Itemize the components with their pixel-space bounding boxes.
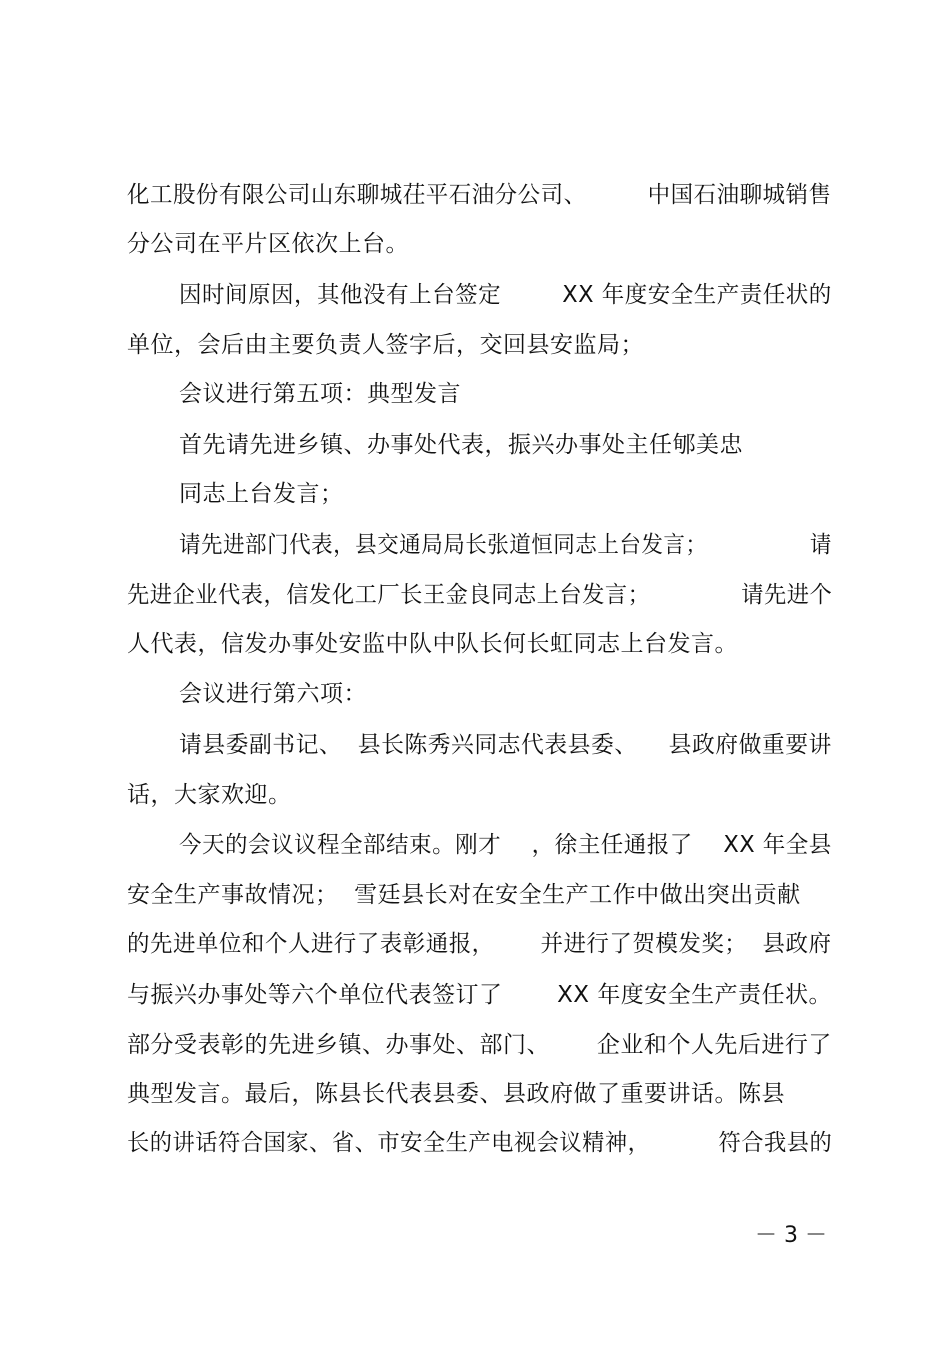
- text-line: 今天的会议议程全部结束。刚才 ，徐主任通报了 XX 年全县: [179, 832, 832, 858]
- text-line: 安全生产事故情况； 雪廷县长对在安全生产工作中做出突出贡献: [127, 882, 801, 908]
- text-line: 会议进行第六项：: [179, 681, 367, 707]
- text-line: 先进企业代表，信发化工厂长王金良同志上台发言； 请先进个: [127, 582, 833, 608]
- text-line: 部分受表彰的先进乡镇、办事处、部门、 企业和个人先后进行了: [127, 1032, 832, 1058]
- text-line: 人代表，信发办事处安监中队中队长何长虹同志上台发言。: [127, 631, 738, 657]
- text-line: 会议进行第五项：典型发言: [179, 381, 461, 407]
- text-line: 典型发言。最后，陈县长代表县委、县政府做了重要讲话。陈县: [127, 1081, 785, 1107]
- text-line: 的先进单位和个人进行了表彰通报， 并进行了贺模发奖； 县政府: [127, 931, 832, 957]
- text-line: 话，大家欢迎。: [127, 782, 292, 808]
- text-line: 单位，会后由主要负责人签字后，交回县安监局；: [127, 332, 644, 358]
- text-line: 同志上台发言；: [179, 481, 344, 507]
- text-line: 与振兴办事处等六个单位代表签订了 XX 年度安全生产责任状。: [127, 982, 833, 1008]
- text-line: 长的讲话符合国家、省、市安全生产电视会议精神， 符合我县的: [127, 1130, 833, 1156]
- text-line: 化工股份有限公司山东聊城茌平石油分公司、 中国石油聊城销售: [127, 182, 832, 208]
- text-line: 请先进部门代表，县交通局局长张道恒同志上台发言； 请: [179, 532, 832, 558]
- text-line: 因时间原因，其他没有上台签定 XX 年度安全生产责任状的: [179, 282, 832, 308]
- text-line: 分公司在平片区依次上台。: [127, 231, 409, 257]
- page-number: － 3 －: [755, 1223, 827, 1248]
- text-line: 首先请先进乡镇、办事处代表，振兴办事处主任郇美忠: [179, 432, 743, 458]
- text-line: 请县委副书记、 县长陈秀兴同志代表县委、 县政府做重要讲: [179, 732, 832, 758]
